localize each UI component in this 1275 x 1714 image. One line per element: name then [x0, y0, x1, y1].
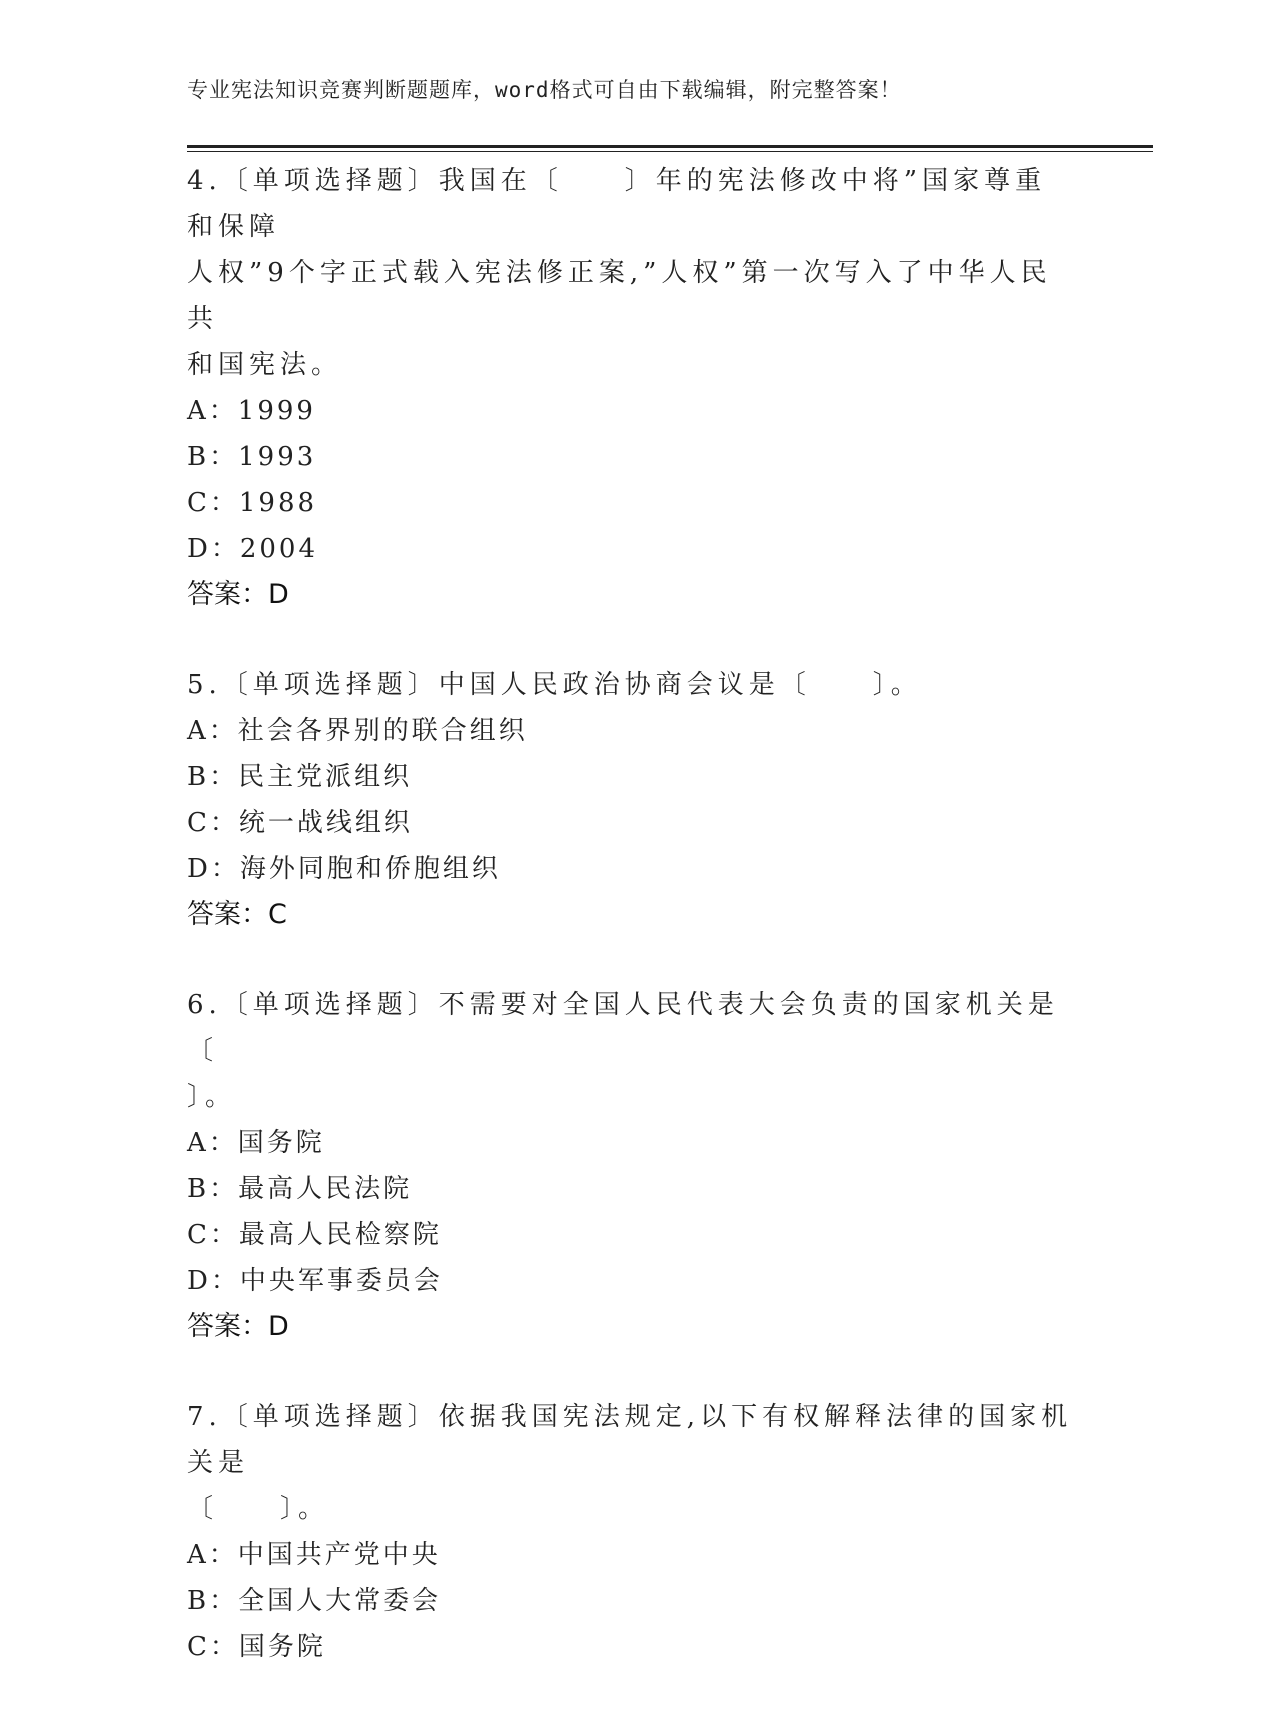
option-b: B：民主党派组织 [187, 762, 413, 792]
option-a: A：社会各界别的联合组织 [187, 716, 528, 746]
question-text: 6.〔单项选择题〕不需要对全国人民代表大会负责的国家机关是〔 [187, 990, 1059, 1066]
header-rule-thin [187, 151, 1153, 152]
option-b: B：全国人大常委会 [187, 1586, 442, 1616]
option-a: A：中国共产党中央 [187, 1540, 441, 1570]
option-d: D：中央军事委员会 [187, 1266, 443, 1296]
question-list [187, 158, 1077, 1714]
answer: 答案：D [187, 579, 289, 610]
question-5 [187, 662, 1077, 938]
question-text: 7.〔单项选择题〕依据我国宪法规定,以下有权解释法律的国家机关是 [187, 1402, 1073, 1478]
option-b: B：1993 [187, 442, 317, 472]
header-rule-thick [187, 145, 1153, 148]
question-text: 人权”9个字正式载入宪法修正案,”人权”第一次写入了中华人民共 [187, 258, 1052, 334]
option-d: D：海外同胞和侨胞组织 [187, 854, 501, 884]
option-c: C：国务院 [187, 1632, 326, 1662]
option-d: D：2004 [187, 534, 319, 564]
page-header: 专业宪法知识竞赛判断题题库，word格式可自由下载编辑，附完整答案！ [187, 78, 902, 102]
question-7 [187, 1394, 1077, 1670]
option-c: C：最高人民检察院 [187, 1220, 442, 1250]
question-text: 5.〔单项选择题〕中国人民政治协商会议是〔 〕。 [187, 670, 922, 700]
question-4 [187, 158, 1077, 618]
option-c: C：统一战线组织 [187, 808, 413, 838]
option-b: B：最高人民法院 [187, 1174, 413, 1204]
option-c: C：1988 [187, 488, 318, 518]
option-a: A：1999 [187, 396, 316, 426]
answer: 答案：D [187, 1311, 289, 1342]
option-a: A：国务院 [187, 1128, 325, 1158]
question-6 [187, 982, 1077, 1350]
answer: 答案：C [187, 899, 287, 930]
question-text: 〔 〕。 [187, 1494, 330, 1524]
question-text: 4.〔单项选择题〕我国在〔 〕年的宪法修改中将”国家尊重和保障 [187, 166, 1047, 242]
question-text: 〕。 [187, 1082, 237, 1112]
question-text: 和国宪法。 [187, 350, 343, 380]
